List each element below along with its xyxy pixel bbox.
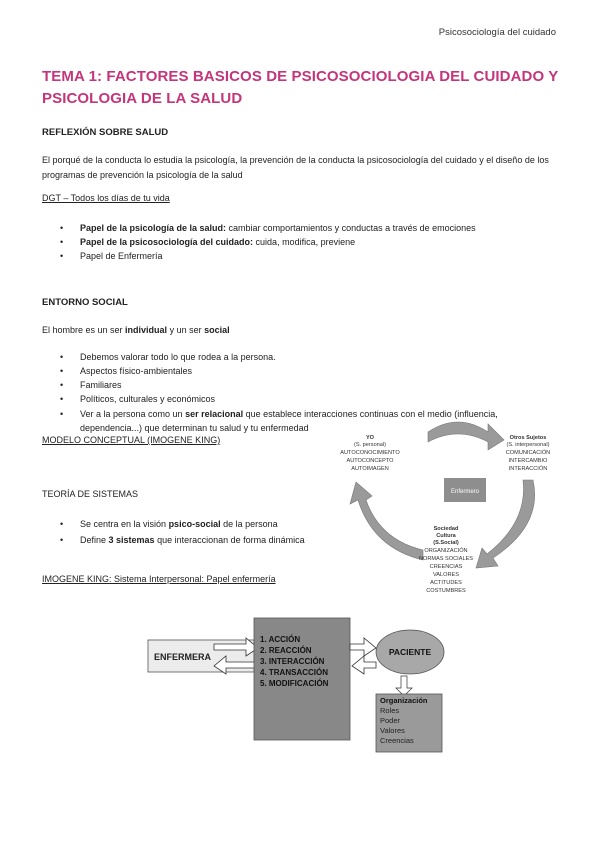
list-item: • Define 3 sistemas que interaccionan de forma dinámica: [60, 535, 305, 545]
center-label: Enfermero: [450, 489, 480, 495]
otros-label: COMUNICACIÓN: [505, 450, 551, 456]
page-title: TEMA 1: FACTORES BASICOS DE PSICOSOCIOLOGIA DEL CUIDADO Y PSICOLOGIA DE LA SALUD: [42, 68, 559, 107]
systems-cycle-diagram: [328, 420, 564, 600]
organizacion-title: Organización: [380, 696, 428, 705]
organizacion-item: Roles: [380, 706, 400, 715]
yo-label: (S. personal): [353, 442, 387, 448]
entorno-heading: ENTORNO SOCIAL: [42, 297, 128, 308]
sociedad-label: Cultura: [436, 533, 456, 539]
list-item: • Papel de la psicología de la salud: cambiar comportamientos y conductas a través de emociones: [60, 223, 476, 233]
dgt-subheading: DGT – Todos los días de tu vida: [42, 193, 170, 203]
organizacion-item: Creencias: [380, 736, 414, 745]
paciente-label: PACIENTE: [388, 647, 432, 657]
interpersonal-process-diagram: [146, 606, 446, 758]
yo-label: AUTOIMAGEN: [351, 466, 389, 472]
otros-label: Otros Sujetos: [509, 435, 547, 441]
step-label: 5. MODIFICACIÓN: [260, 679, 329, 688]
reflexion-heading: REFLEXIÓN SOBRE SALUD: [42, 127, 169, 138]
step-label: 4. TRANSACCIÓN: [260, 668, 329, 677]
sociedad-label: CREENCIAS: [429, 564, 463, 570]
teoria-heading: TEORÍA DE SISTEMAS: [42, 489, 139, 499]
list-item: • Aspectos físico-ambientales: [60, 366, 193, 376]
sociedad-label: NORMAS SOCIALES: [418, 556, 474, 562]
arrow-down-icon: [396, 676, 412, 696]
yo-label: YO: [365, 435, 375, 441]
sociedad-label: ORGANIZACIÓN: [424, 548, 468, 554]
yo-label: AUTOCONCEPTO: [346, 458, 394, 464]
yo-label: AUTOCONOCIMIENTO: [340, 450, 400, 456]
step-label: 2. REACCIÓN: [260, 646, 312, 655]
otros-label: INTERACCIÓN: [508, 466, 548, 472]
list-item: • Papel de Enfermería: [60, 251, 163, 261]
list-item: • Familiares: [60, 380, 122, 390]
list-item: • Políticos, culturales y económicos: [60, 394, 216, 404]
sociedad-label: VALORES: [432, 572, 460, 578]
list-item: • Se centra en la visión psico-social de la persona: [60, 519, 278, 529]
list-item: • Papel de la psicosociología del cuidado: cuida, modifica, previene: [60, 237, 356, 247]
organizacion-item: Valores: [380, 726, 405, 735]
arrow-left-icon: [352, 656, 376, 674]
sociedad-label: (S.Social): [433, 540, 459, 546]
sociedad-label: ACTITUDES: [430, 580, 462, 586]
step-label: 3. INTERACCIÓN: [260, 657, 325, 666]
enfermera-label: ENFERMERA: [154, 652, 212, 662]
modelo-bullet-list: [42, 516, 342, 548]
reflexion-paragraph: El porqué de la conducta lo estudia la psicología, la prevención de la conducta la psicosociología del cuidado y el diseño de los programas de prevención la psicología de la salud: [42, 155, 549, 180]
step-label: 1. ACCIÓN: [260, 635, 301, 644]
reflexion-bullet-list: [42, 221, 476, 263]
arrow-right-icon: [350, 638, 376, 656]
modelo-heading: MODELO CONCEPTUAL (IMOGENE KING): [42, 435, 221, 445]
running-header: Psicosociología del cuidado: [438, 27, 556, 38]
arrow-up-icon: [350, 482, 423, 560]
entorno-intro: El hombre es un ser individual y un ser social: [42, 325, 230, 335]
list-item: • Debemos valorar todo lo que rodea a la persona.: [60, 352, 276, 362]
otros-label: (S. interpersonal): [506, 442, 550, 448]
imogene-subheading: IMOGENE KING: Sistema Interpersonal: Papel enfermería: [42, 574, 276, 584]
organizacion-item: Poder: [380, 716, 401, 725]
arrow-right-icon: [428, 422, 504, 450]
sociedad-label: COSTUMBRES: [426, 588, 466, 594]
sociedad-label: Sociedad: [433, 526, 459, 532]
otros-label: INTERCAMBIO: [508, 458, 548, 464]
list-item: • Ver a la persona como un ser relacional que establece interacciones continuas con el medio (influencia, dependencia...) que determinan tu salud y tu enfermedad: [60, 409, 498, 433]
